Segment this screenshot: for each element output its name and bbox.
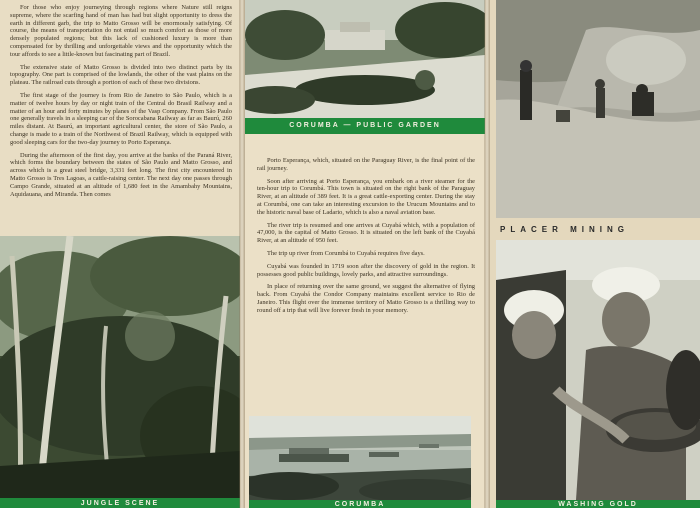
public-garden-photo xyxy=(245,0,485,118)
left-paragraph-1: For those who enjoy journeying through regions where Nature still reigns supreme, where the scarfing hand of man has had but slight opportunity to dress the earth in different garb, the trip to Matto Grosso will be enormously satisfying. Of course, the means of transportation do not entail so much comfort as those of more densely populated regions; but this lack of cushioned luxury is more than compensated for by thrilling and unforgettable views and the opportunity which the tour affords to see a little-known but fascinating part of Brazil. xyxy=(10,4,232,58)
left-text-column xyxy=(10,4,232,203)
jungle-image xyxy=(0,236,240,498)
placer-mining-photo xyxy=(496,0,700,218)
public-garden-caption: CORUMBA — PUBLIC GARDEN xyxy=(245,118,485,134)
middle-paragraph-3: The river trip is resumed and one arrives at Cuyabá which, with a population of 47,000, is the capital of Matto Grosso. It is situated on the left bank of the Cuyabá River, at an altitude of 950 feet. xyxy=(257,221,475,245)
river-image xyxy=(249,416,471,500)
middle-paragraph-6: In place of returning over the same ground, we suggest the alternative of flying back. From Cuyabá the Condor Company maintains excellent service to Rio de Janeiro. This flight over the immense territory of Matto Grosso is a thrilling way to round off a trip that will live forever fresh in your memory. xyxy=(257,283,475,314)
jungle-photo xyxy=(0,236,240,498)
left-paragraph-3: The first stage of the journey is from Rio de Janeiro to São Paulo, which is a matter of twelve hours by day or night train of the Central do Brasil Railway and a matter of an hour and forty minutes by planes of the Vasp Company. From São Paulo one generally travels in a sleeping car of the Sorocabana Railway as far as Baurú, 260 miles distant. At Baurú, an important agricultural center, the store of São Paulo, a change is made to a train of the Northwest of Brazil Railway, which is equipped with good sleeping cars for the two-day journey to Porto Esperança. xyxy=(10,91,232,146)
panel-middle xyxy=(245,0,485,508)
garden-image xyxy=(245,0,485,118)
jungle-caption: JUNGLE SCENE xyxy=(0,498,240,508)
panel-left xyxy=(0,0,240,508)
placer-mining-caption: PLACER MINING xyxy=(500,225,629,234)
middle-paragraph-4: The trip up river from Corumbá to Cuyabá requires five days. xyxy=(267,249,425,257)
washing-gold-photo xyxy=(496,240,700,500)
corumba-caption: CORUMBA xyxy=(249,500,471,508)
left-paragraph-2: The extensive state of Matto Grosso is divided into two distinct parts by its topography. One part is comprised of the lowlands, the other of the vast plains on the plateau. The railroad cuts through a portion of each of these two divisions. xyxy=(10,63,232,87)
corumba-river-photo xyxy=(249,416,471,500)
panel-right xyxy=(490,0,700,508)
left-paragraph-4: During the afternoon of the first day, you arrive at the banks of the Paraná River, which forms the boundary between the states of São Paulo and Matto Grosso, and across which is a great steel bridge, 3,331 feet long. The first city encountered in Matto Grosso is Tres Lagoas, a cattle-raising center. The next day one passes through Campo Grande, situated at an altitude of 1,680 feet in the Amambahy Mountains, Aquidauana, and Miranda. Then comes xyxy=(10,151,232,198)
middle-paragraph-2: Soon after arriving at Porto Esperança, you embark on a river steamer for the ten-hour trip to Corumbá. This town is situated on the right bank of the Paraguay River, at an altitude of 389 feet. It is a great cattle-exporting center. During the stay at Corumbá, one can take an interesting excursion to the Urucum Mountains and to the historic naval base of Ladario, which is also a naval aviation base. xyxy=(257,177,475,216)
washing-gold-caption: WASHING GOLD xyxy=(496,500,700,508)
mining-image xyxy=(496,0,700,218)
middle-paragraph-1: Porto Esperança, which, situated on the Paraguay River, is the final point of the rail journey. xyxy=(257,157,475,172)
washing-gold-image xyxy=(496,240,700,500)
middle-paragraph-5: Cuyabá was founded in 1719 soon after the discovery of gold in the region. It possesses good public buildings, lovely parks, and attractive surroundings. xyxy=(257,262,475,278)
middle-text-column xyxy=(257,157,475,320)
